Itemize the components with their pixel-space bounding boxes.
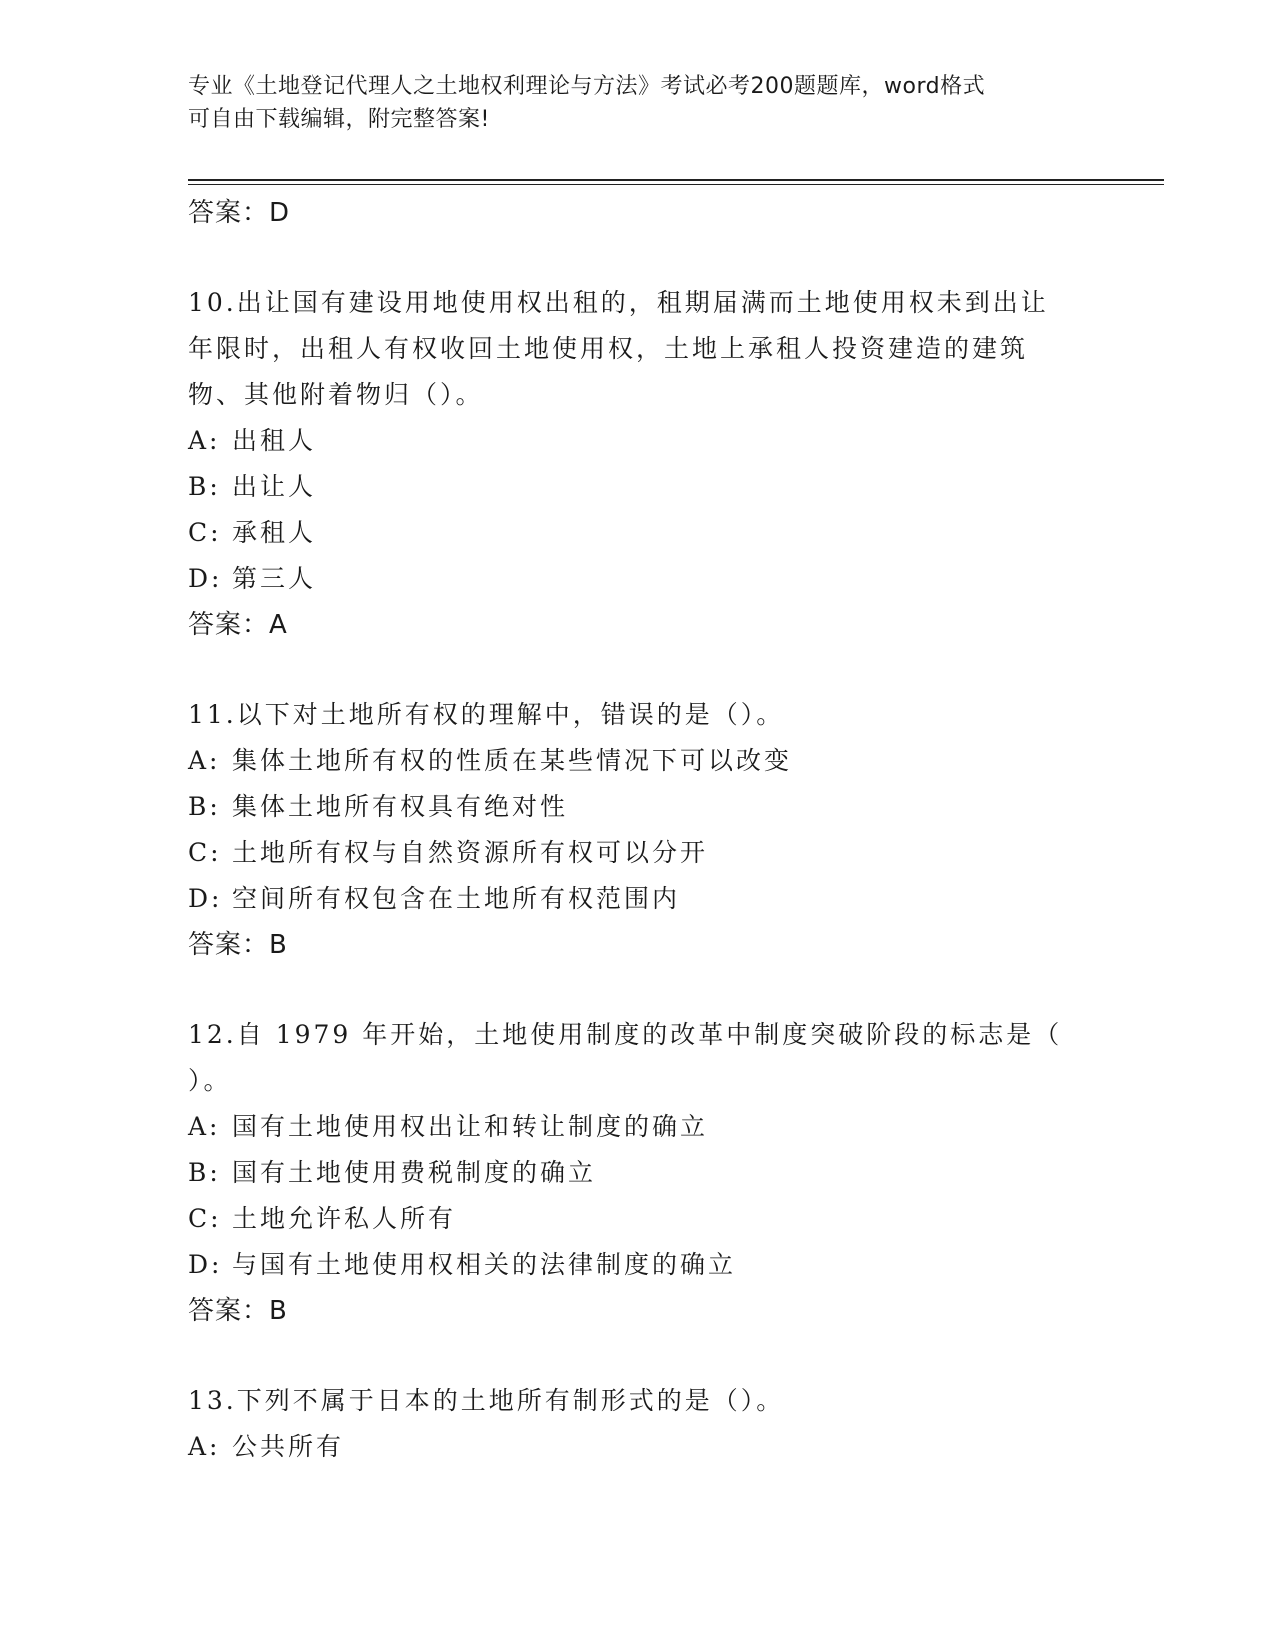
question-line: ）。 <box>188 1066 232 1095</box>
option-key: A: <box>188 1112 221 1141</box>
header-divider-thick <box>188 179 1164 181</box>
question-list <box>188 190 1088 1470</box>
answer-label: 答案：A <box>188 610 288 640</box>
option-text: 承租人 <box>232 518 317 547</box>
option-text: 土地所有权与自然资源所有权可以分开 <box>232 838 709 867</box>
option-c <box>188 1196 1088 1242</box>
option-text: 国有土地使用费税制度的确立 <box>232 1158 597 1187</box>
option-key: C: <box>188 1204 222 1233</box>
option-key: B: <box>188 792 221 821</box>
option-text: 公共所有 <box>232 1432 345 1461</box>
document-header <box>188 70 1068 136</box>
question-11 <box>188 692 1088 738</box>
header-line-1: 专业《土地登记代理人之土地权利理论与方法》考试必考200题题库，word格式 <box>188 74 986 99</box>
question-line: 13.下列不属于日本的土地所有制形式的是（）。 <box>188 1386 785 1415</box>
answer-label: 答案：B <box>188 930 288 960</box>
option-key: A: <box>188 426 221 455</box>
option-a <box>188 1104 1088 1150</box>
option-b <box>188 784 1088 830</box>
option-key: C: <box>188 518 222 547</box>
option-text: 国有土地使用权出让和转让制度的确立 <box>232 1112 709 1141</box>
question-line: 11.以下对土地所有权的理解中，错误的是（）。 <box>188 700 785 729</box>
option-d <box>188 1242 1088 1288</box>
question-line: 年限时，出租人有权收回土地使用权，土地上承租人投资建造的建筑 <box>188 334 1029 363</box>
option-key: D: <box>188 1250 223 1279</box>
option-key: D: <box>188 884 223 913</box>
option-text: 土地允许私人所有 <box>232 1204 457 1233</box>
option-key: A: <box>188 746 221 775</box>
option-c <box>188 830 1088 876</box>
option-key: B: <box>188 472 221 501</box>
answer-label: 答案：B <box>188 1296 288 1326</box>
option-c <box>188 510 1088 556</box>
question-12 <box>188 1012 1088 1104</box>
option-d <box>188 556 1088 602</box>
option-text: 集体土地所有权的性质在某些情况下可以改变 <box>232 746 793 775</box>
question-line: 10.出让国有建设用地使用权出租的，租期届满而土地使用权未到出让 <box>188 288 1049 317</box>
header-line-2: 可自由下载编辑，附完整答案! <box>188 107 490 132</box>
option-a <box>188 738 1088 784</box>
option-text: 与国有土地使用权相关的法律制度的确立 <box>232 1250 737 1279</box>
question-13 <box>188 1378 1088 1424</box>
option-key: C: <box>188 838 222 867</box>
option-a <box>188 418 1088 464</box>
option-key: D: <box>188 564 223 593</box>
answer-label: 答案：D <box>188 198 291 228</box>
question-10 <box>188 280 1088 418</box>
question-line: 12.自 1979 年开始，土地使用制度的改革中制度突破阶段的标志是（ <box>188 1020 1063 1049</box>
option-text: 出让人 <box>232 472 317 501</box>
option-text: 空间所有权包含在土地所有权范围内 <box>232 884 681 913</box>
option-d <box>188 876 1088 922</box>
option-b <box>188 464 1088 510</box>
question-line: 物、其他附着物归（）。 <box>188 380 484 409</box>
option-key: B: <box>188 1158 221 1187</box>
option-text: 第三人 <box>232 564 317 593</box>
header-divider-thin <box>188 184 1164 185</box>
option-text: 集体土地所有权具有绝对性 <box>232 792 569 821</box>
option-text: 出租人 <box>232 426 317 455</box>
option-b <box>188 1150 1088 1196</box>
option-key: A: <box>188 1432 221 1461</box>
option-a <box>188 1424 1088 1470</box>
